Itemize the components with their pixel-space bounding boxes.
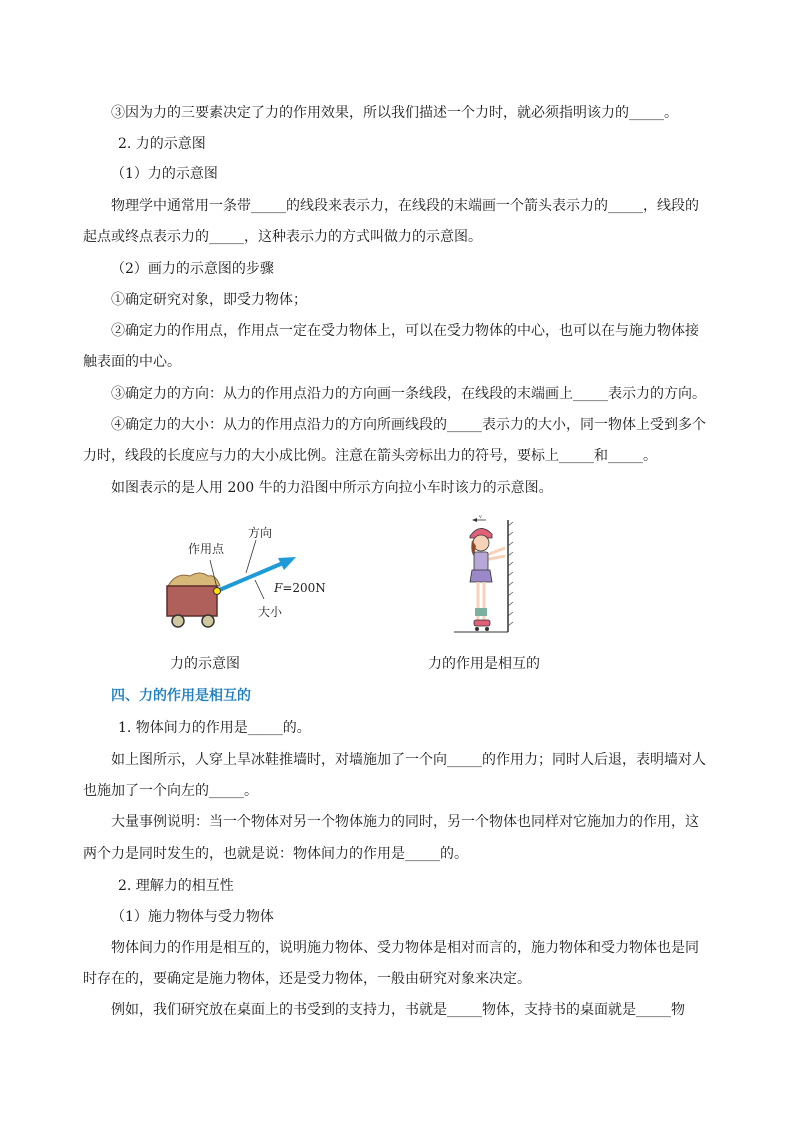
label-direction: 方向 (248, 526, 273, 540)
text-line: ①确定研究对象，即受力物体； (111, 292, 307, 308)
text-line: 物体间力的作用是相互的，说明施力物体、受力物体是相对而言的，施力物体和受力物体也是同 (111, 940, 699, 956)
text-line: 如上图所示，人穿上旱冰鞋推墙时，对墙施加了一个向_____的作用力；同时人后退，表明墙对人 (111, 752, 706, 768)
skate-wheel (485, 627, 489, 631)
label-force (273, 581, 326, 595)
force-symbol: F (274, 581, 283, 595)
skate-wheel (475, 627, 479, 631)
text-line: 两个力是同时发生的，也就是说：物体间力的作用是_____的。 (83, 846, 468, 862)
text-line: ③确定力的方向：从力的作用点沿力的方向画一条线段，在线段的末端画上_____表示力的方向。 (111, 386, 706, 402)
cart-wheel-right (202, 615, 214, 627)
force-value: =200N (282, 581, 326, 595)
figure-caption-right: 力的作用是相互的 (428, 656, 540, 672)
text-line: ②确定力的作用点，作用点一定在受力物体上，可以在受力物体的中心，也可以在与施力物体接 (111, 323, 699, 339)
leader-magnitude (255, 580, 264, 599)
text-line: ④确定力的大小：从力的作用点沿力的方向所画线段的_____表示力的大小，同一物体上受到多个 (111, 417, 706, 433)
section-heading: 四、力的作用是相互的 (111, 688, 251, 704)
text-line: ③因为力的三要素决定了力的作用效果，所以我们描述一个力时，就必须指明该力的_____。 (111, 105, 678, 121)
text-line: 起点或终点表示力的_____，这种表示力的方式叫做力的示意图。 (83, 229, 482, 245)
text-line: 触表面的中心。 (83, 354, 181, 370)
skirt (470, 570, 492, 582)
text-line: （1）施力物体与受力物体 (111, 909, 274, 925)
figure-caption-left: 力的示意图 (170, 656, 240, 672)
text-line: 物理学中通常用一条带_____的线段来表示力，在线段的末端画一个箭头表示力的_____，线段的 (111, 198, 699, 214)
text-line: （2）画力的示意图的步骤 (111, 261, 274, 277)
socks (475, 608, 487, 616)
leader-direction (246, 540, 256, 573)
force-diagram-figure (150, 512, 326, 632)
label-application-point: 作用点 (188, 542, 225, 556)
mutual-force-figure (450, 512, 530, 638)
cart-body (167, 586, 217, 616)
small-arrow-head (472, 518, 477, 522)
application-point (214, 588, 221, 595)
text-line: （1）力的示意图 (111, 166, 218, 182)
text-line: 1. 物体间力的作用是_____的。 (118, 720, 311, 736)
text-line: 力时，线段的长度应与力的大小成比例。注意在箭头旁标出力的符号，要标上_____和_____。 (83, 448, 657, 464)
skates (474, 620, 490, 626)
torso (474, 552, 488, 572)
text-line: 例如，我们研究放在桌面上的书受到的支持力，书就是_____物体，支持书的桌面就是_____物 (111, 1002, 685, 1018)
text-line: 大量事例说明：当一个物体对另一个物体施力的同时，另一个物体也同样对它施加力的作用，这 (111, 814, 699, 830)
text-line: 如图表示的是人用 200 牛的力沿图中所示方向拉小车时该力的示意图。 (111, 480, 553, 496)
text-line: 也施加了一个向左的_____。 (83, 783, 258, 799)
text-line: 2. 力的示意图 (118, 136, 206, 152)
small-arrow-label: v (479, 514, 482, 520)
text-line: 2. 理解力的相互性 (118, 878, 234, 894)
text-line: 时存在的，要确定是施力物体，还是受力物体，一般由研究对象来决定。 (83, 971, 531, 987)
cart-load (168, 573, 220, 586)
label-magnitude: 大小 (258, 605, 283, 619)
cart-wheel-left (172, 615, 184, 627)
